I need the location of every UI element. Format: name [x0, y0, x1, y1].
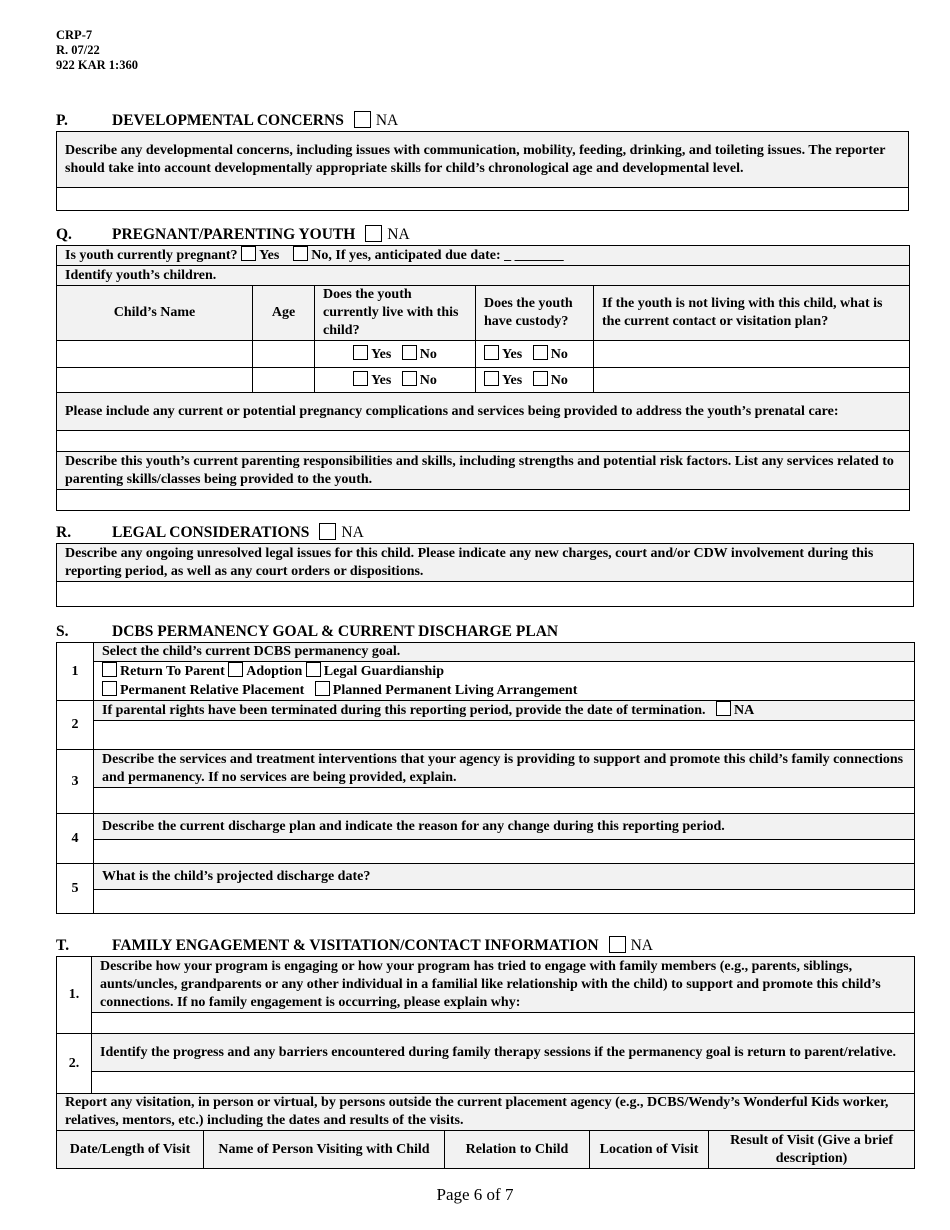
- family-therapy-field[interactable]: [92, 1072, 915, 1094]
- child-age-field[interactable]: [253, 368, 315, 393]
- section-r-answer-field[interactable]: [57, 582, 914, 607]
- prenatal-answer-field[interactable]: [57, 431, 910, 452]
- s-item-2-number: 2: [57, 701, 94, 750]
- section-q-title: [56, 225, 410, 245]
- family-engagement-field[interactable]: [92, 1013, 915, 1034]
- s-item-2-prompt-cell: [94, 701, 915, 721]
- s-item-3-prompt: Describe the services and treatment interventions that your agency is providing to support and promote this child’s family connections and permanency. If no services are being provided, explain.: [94, 750, 915, 788]
- col-visit-date: Date/Length of Visit: [57, 1131, 204, 1169]
- lives-with-cell: [315, 368, 476, 393]
- section-p-na-checkbox[interactable]: [354, 111, 371, 128]
- page-number: Page 6 of 7: [436, 1185, 514, 1204]
- t-item-1-number: 1.: [57, 957, 92, 1034]
- custody-no-checkbox[interactable]: [533, 371, 548, 386]
- termination-na-checkbox[interactable]: [716, 701, 731, 716]
- goal-planned-permanent-checkbox[interactable]: [315, 681, 330, 696]
- col-visitor-name: Name of Person Visiting with Child: [204, 1131, 445, 1169]
- goal-return-to-parent-checkbox[interactable]: [102, 662, 117, 677]
- goal-adoption-label: Adoption: [246, 664, 303, 679]
- section-t-table: [56, 956, 915, 1094]
- goal-permanent-relative-checkbox[interactable]: [102, 681, 117, 696]
- section-p-title: [56, 111, 398, 131]
- section-r-na-label: NA: [341, 524, 364, 541]
- section-s-title: [56, 622, 558, 642]
- goal-permanent-relative-label: Permanent Relative Placement: [120, 683, 305, 698]
- pregnant-no-label: No, If yes, anticipated due date: _ _______: [311, 248, 564, 263]
- parenting-prompt: Describe this youth’s current parenting responsibilities and skills, including strengths and potential risk factors. List any services related to parenting skills/classes being provided to the youth.: [57, 452, 910, 490]
- lives-no-label: No: [419, 346, 437, 362]
- termination-na-label: NA: [734, 703, 755, 718]
- pregnant-yes-checkbox[interactable]: [241, 246, 256, 261]
- section-q-table: [56, 245, 910, 511]
- child-row: [57, 341, 910, 368]
- col-lives-with-child: Does the youth currently live with this child?: [315, 286, 476, 341]
- section-p-letter: P.: [56, 112, 68, 129]
- lives-yes-label: Yes: [371, 346, 392, 362]
- section-p-prompt: Describe any developmental concerns, including issues with communication, mobility, feeding, drinking, and toileting issues. The reporter should take into account developmentally appropriate skills for child’s chronological age and developmental level.: [57, 132, 909, 188]
- child-age-field[interactable]: [253, 341, 315, 368]
- s-item-4-number: 4: [57, 814, 94, 864]
- section-s-heading: DCBS PERMANENCY GOAL & CURRENT DISCHARGE PLAN: [112, 623, 559, 640]
- termination-date-field[interactable]: [94, 721, 915, 750]
- form-header: [56, 28, 138, 73]
- lives-no-checkbox[interactable]: [402, 371, 417, 386]
- form-revision: R. 07/22: [56, 43, 100, 57]
- lives-yes-checkbox[interactable]: [353, 345, 368, 360]
- custody-yes-checkbox[interactable]: [484, 345, 499, 360]
- services-answer-field[interactable]: [94, 788, 915, 814]
- section-s-letter: S.: [56, 623, 69, 640]
- t-item-1-prompt: Describe how your program is engaging or how your program has tried to engage with family members (e.g., parents, siblings, aunts/uncles, grandparents or any other individual in a familial like relationship with the child) to support and promote this child’s connections. If no family engagement is occurring, please explain why:: [92, 957, 915, 1013]
- prenatal-prompt: Please include any current or potential pregnancy complications and services being provided to address the youth’s prenatal care:: [57, 393, 910, 431]
- s-item-1-number: 1: [57, 643, 94, 701]
- custody-cell: [476, 368, 594, 393]
- col-contact-plan: If the youth is not living with this child, what is the current contact or visitation plan?: [594, 286, 910, 341]
- visitation-table: [56, 1093, 915, 1169]
- contact-plan-field[interactable]: [594, 341, 910, 368]
- goal-legal-guardianship-label: Legal Guardianship: [323, 664, 444, 679]
- section-s-table: [56, 642, 915, 914]
- section-r-table: [56, 543, 914, 607]
- section-r-na-checkbox[interactable]: [319, 523, 336, 540]
- t-item-2-number: 2.: [57, 1034, 92, 1094]
- visitation-prompt: Report any visitation, in person or virtual, by persons outside the current placement agency (e.g., DCBS/Wendy’s Wonderful Kids worker, relatives, mentors, etc.) including the dates and results of the visits.: [57, 1094, 915, 1131]
- pregnant-no-checkbox[interactable]: [293, 246, 308, 261]
- section-q-na-checkbox[interactable]: [365, 225, 382, 242]
- s-item-5-number: 5: [57, 864, 94, 914]
- custody-yes-label: Yes: [502, 346, 523, 362]
- col-childs-name: Child’s Name: [57, 286, 253, 341]
- section-r-letter: R.: [56, 524, 72, 541]
- section-t-letter: T.: [56, 937, 70, 954]
- pregnant-question-row: [57, 246, 910, 266]
- s-item-3-number: 3: [57, 750, 94, 814]
- section-q-letter: Q.: [56, 226, 72, 243]
- goal-legal-guardianship-checkbox[interactable]: [306, 662, 321, 677]
- permanency-goal-options: [94, 662, 915, 701]
- custody-cell: [476, 341, 594, 368]
- s-item-2-prompt: If parental rights have been terminated during this reporting period, provide the date of termination.: [102, 703, 706, 718]
- children-heading: Identify youth’s children.: [57, 266, 910, 286]
- section-p-heading: DEVELOPMENTAL CONCERNS: [112, 112, 344, 129]
- child-name-field[interactable]: [57, 341, 253, 368]
- custody-yes-checkbox[interactable]: [484, 371, 499, 386]
- s-item-5-prompt: What is the child’s projected discharge date?: [94, 864, 915, 890]
- section-q-heading: PREGNANT/PARENTING YOUTH: [112, 226, 356, 243]
- s-item-1-prompt: Select the child’s current DCBS permanency goal.: [94, 643, 915, 662]
- section-r-prompt: Describe any ongoing unresolved legal issues for this child. Please indicate any new charges, court and/or CDW involvement during this reporting period, as well as any court orders or dispositions.: [57, 544, 914, 582]
- lives-yes-checkbox[interactable]: [353, 371, 368, 386]
- t-item-2-prompt: Identify the progress and any barriers encountered during family therapy sessions if the permanency goal is return to parent/relative.: [92, 1034, 915, 1072]
- child-row: [57, 368, 910, 393]
- section-t-na-checkbox[interactable]: [609, 936, 626, 953]
- col-relation: Relation to Child: [445, 1131, 590, 1169]
- custody-no-checkbox[interactable]: [533, 345, 548, 360]
- discharge-plan-field[interactable]: [94, 840, 915, 864]
- section-p-na-label: NA: [375, 112, 399, 129]
- child-name-field[interactable]: [57, 368, 253, 393]
- lives-no-label: No: [419, 372, 437, 388]
- custody-yes-label: Yes: [502, 372, 523, 388]
- section-q-na-label: NA: [387, 226, 410, 243]
- form-id: CRP-7: [56, 28, 93, 42]
- discharge-date-field[interactable]: [94, 890, 915, 914]
- section-t-title: [56, 936, 653, 956]
- goal-planned-permanent-label: Planned Permanent Living Arrangement: [332, 683, 578, 698]
- goal-return-to-parent-label: Return To Parent: [120, 664, 225, 679]
- col-has-custody: Does the youth have custody?: [476, 286, 594, 341]
- section-t-heading: FAMILY ENGAGEMENT & VISITATION/CONTACT INFORMATION: [112, 937, 599, 954]
- s-item-4-prompt: Describe the current discharge plan and indicate the reason for any change during this reporting period.: [94, 814, 915, 840]
- section-t-na-label: NA: [630, 937, 653, 954]
- form-regulation: 922 KAR 1:360: [56, 58, 138, 72]
- section-p-table: [56, 131, 909, 211]
- pregnant-yes-label: Yes: [259, 248, 280, 263]
- parenting-answer-field[interactable]: [57, 490, 910, 511]
- pregnant-question: Is youth currently pregnant?: [65, 248, 238, 263]
- section-r-heading: LEGAL CONSIDERATIONS: [112, 524, 310, 541]
- goal-adoption-checkbox[interactable]: [228, 662, 243, 677]
- col-location: Location of Visit: [590, 1131, 709, 1169]
- lives-yes-label: Yes: [371, 372, 392, 388]
- custody-no-label: No: [550, 372, 568, 388]
- col-age: Age: [253, 286, 315, 341]
- section-r-title: [56, 523, 364, 543]
- contact-plan-field[interactable]: [594, 368, 910, 393]
- lives-with-cell: [315, 341, 476, 368]
- lives-no-checkbox[interactable]: [402, 345, 417, 360]
- section-p-answer-field[interactable]: [57, 188, 909, 211]
- col-result: Result of Visit (Give a brief description): [709, 1131, 915, 1169]
- custody-no-label: No: [550, 346, 568, 362]
